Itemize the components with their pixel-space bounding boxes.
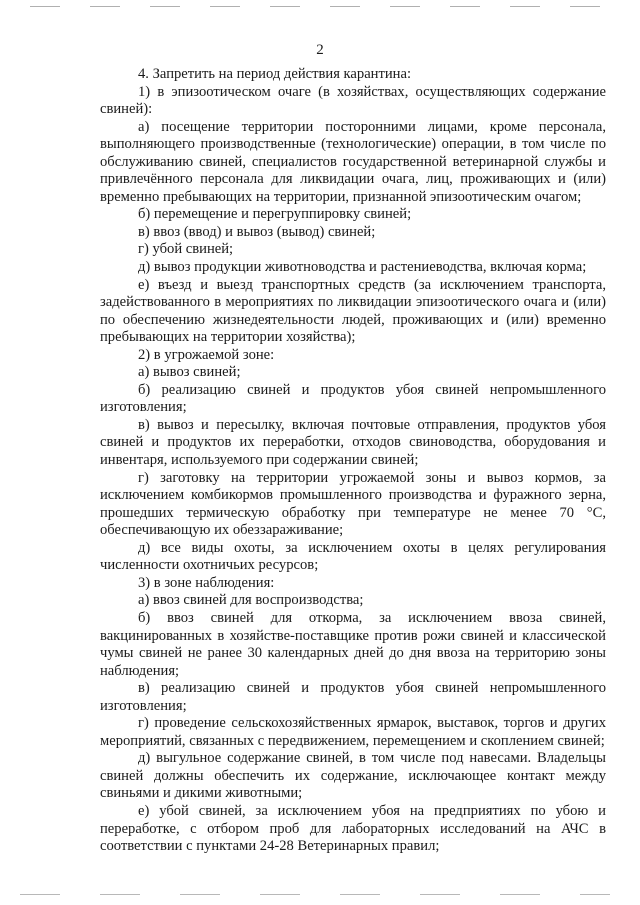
paragraph: д) выгульное содержание свиней, в том числе под навесами. Владельцы свиней должны обеспечить их содержание, исключающее контакт между свиньями и дикими животными; [100,750,606,802]
paragraph: а) ввоз свиней для воспроизводства; [138,592,364,609]
paragraph: в) ввоз (ввод) и вывоз (вывод) свиней; [138,223,376,240]
paragraph: в) реализацию свиней и продуктов убоя свиней непромышленного изготовления; [100,680,606,714]
paragraph: д) все виды охоты, за исключением охоты в целях регулирования численности охотничьих ресурсов; [100,539,606,574]
paragraph: 4. Запретить на период действия карантина: [138,66,412,82]
paragraph: г) заготовку на территории угрожаемой зоны и вывоз кормов, за исключением комбикормов промышленного производства и фуражного зерна, прошедших термическую обработку при температуре не менее 70 °С, обеспечивающую их обеззараживание; [100,469,606,539]
paragraph: б) реализацию свиней и продуктов убоя свиней непромышленного изготовления; [100,381,606,416]
paragraph: 3) в зоне наблюдения: [138,574,275,591]
page-number: 2 [316,42,324,58]
document-body [100,66,606,856]
paragraph: 2) в угрожаемой зоне: [138,346,275,363]
paragraph: а) вывоз свиней; [138,364,241,381]
paragraph: а) посещение территории посторонними лицами, кроме персонала, выполняющего производственные (технологические) операции, в том числе по обслуживанию свиней, специалистов государственной ветеринарной службы и привлечённого персонала для ликвидации очага, лиц, проживающих и (или) временно пребывающих на территории, признанной эпизоотическим очагом; [100,118,606,205]
paragraph: 1) в эпизоотическом очаге (в хозяйствах, осуществляющих содержание свиней): [100,83,606,118]
paragraph: д) вывоз продукции животноводства и растениеводства, включая корма; [138,259,587,276]
paragraph: г) проведение сельскохозяйственных ярмарок, выставок, торгов и других мероприятий, связанных с передвижением, перемещением и скоплением свиней; [100,715,606,749]
paragraph: е) въезд и выезд транспортных средств (за исключением транспорта, задействованного в мероприятиях по ликвидации эпизоотического очага и (или) по обеспечению жизнедеятельности людей, проживающих и (или) временно пребывающих на территории хозяйства); [100,276,606,346]
paragraph: б) перемещение и перегруппировку свиней; [138,206,412,223]
paragraph: б) ввоз свиней для откорма, за исключением ввоза свиней, вакцинированных в хозяйстве-поставщике против рожи свиней и классической чумы свиней не ранее 30 календарных дней до дня ввоза на территорию зоны наблюдения; [100,609,606,679]
paragraph: в) вывоз и пересылку, включая почтовые отправления, продуктов убоя свиней и продуктов их переработки, отходов свиноводства, оборудования и инвентаря, используемого при содержании свиней; [100,416,606,469]
paragraph: е) убой свиней, за исключением убоя на предприятиях по убою и переработке, с отбором проб для лабораторных исследований на АЧС в соответствии с пунктами 24-28 Ветеринарных правил; [100,802,606,855]
scan-edge-mark-top [30,6,600,7]
paragraph: г) убой свиней; [138,241,234,258]
scan-edge-mark-bottom [20,894,610,895]
